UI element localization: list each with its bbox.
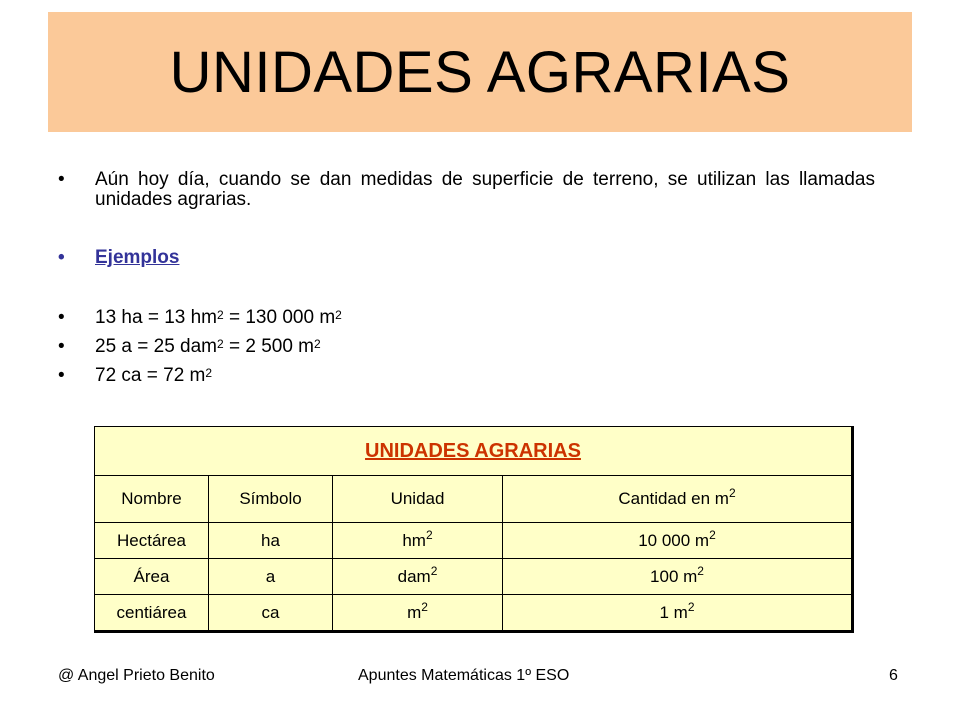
table-header-row <box>95 476 853 523</box>
table-row <box>95 559 853 595</box>
footer-page-number: 6 <box>889 667 898 684</box>
cell-quantity: 100 $m^2$ <box>503 559 853 595</box>
examples-link[interactable]: Ejemplos <box>95 247 180 268</box>
table-row <box>95 523 853 559</box>
bullet-icon: • <box>58 247 65 268</box>
table-title: UNIDADES AGRARIAS <box>95 427 853 476</box>
bullet-icon: • <box>58 336 65 357</box>
cell-unit: $hm^2$ <box>333 523 503 559</box>
cell-symbol: a <box>209 559 333 595</box>
header-cantidad: Cantidad en $m^2$ <box>503 476 853 523</box>
footer-author: @ Angel Prieto Benito <box>58 667 215 684</box>
header-unidad: Unidad <box>333 476 503 523</box>
example-2-text: 25 a = 25 dam$^2$ = 2 500 $m^2$ <box>95 336 321 357</box>
cell-name: Hectárea <box>95 523 209 559</box>
cell-quantity: 10 000 $m^2$ <box>503 523 853 559</box>
header-nombre: Nombre <box>95 476 209 523</box>
cell-name: centiárea <box>95 595 209 632</box>
header-simbolo: Símbolo <box>209 476 333 523</box>
footer-course: Apuntes Matemáticas 1º ESO <box>358 667 570 684</box>
cell-unit: dam$^2$ <box>333 559 503 595</box>
slide-title: UNIDADES AGRARIAS <box>169 39 791 105</box>
cell-quantity: 1 $m^2$ <box>503 595 853 632</box>
example-1-text: 13 ha = 13 $hm^2 = 130$ 000 $m^2$ <box>95 307 342 328</box>
example-3-text: 72 ca = 72 $m^2$ <box>95 365 213 386</box>
cell-unit: $m^2$ <box>333 595 503 632</box>
bullet-icon: • <box>58 307 65 328</box>
intro-text: Aún hoy día, cuando se dan medidas de superficie de terreno, se utilizan las llamadas unidades agrarias. <box>95 169 875 210</box>
cell-symbol: ha <box>209 523 333 559</box>
bullet-icon: • <box>58 169 65 190</box>
bullet-icon: • <box>58 365 65 386</box>
cell-symbol: ca <box>209 595 333 632</box>
title-banner <box>48 12 912 132</box>
table-row <box>95 595 853 632</box>
agrarian-units-table <box>94 426 854 633</box>
cell-name: Área <box>95 559 209 595</box>
